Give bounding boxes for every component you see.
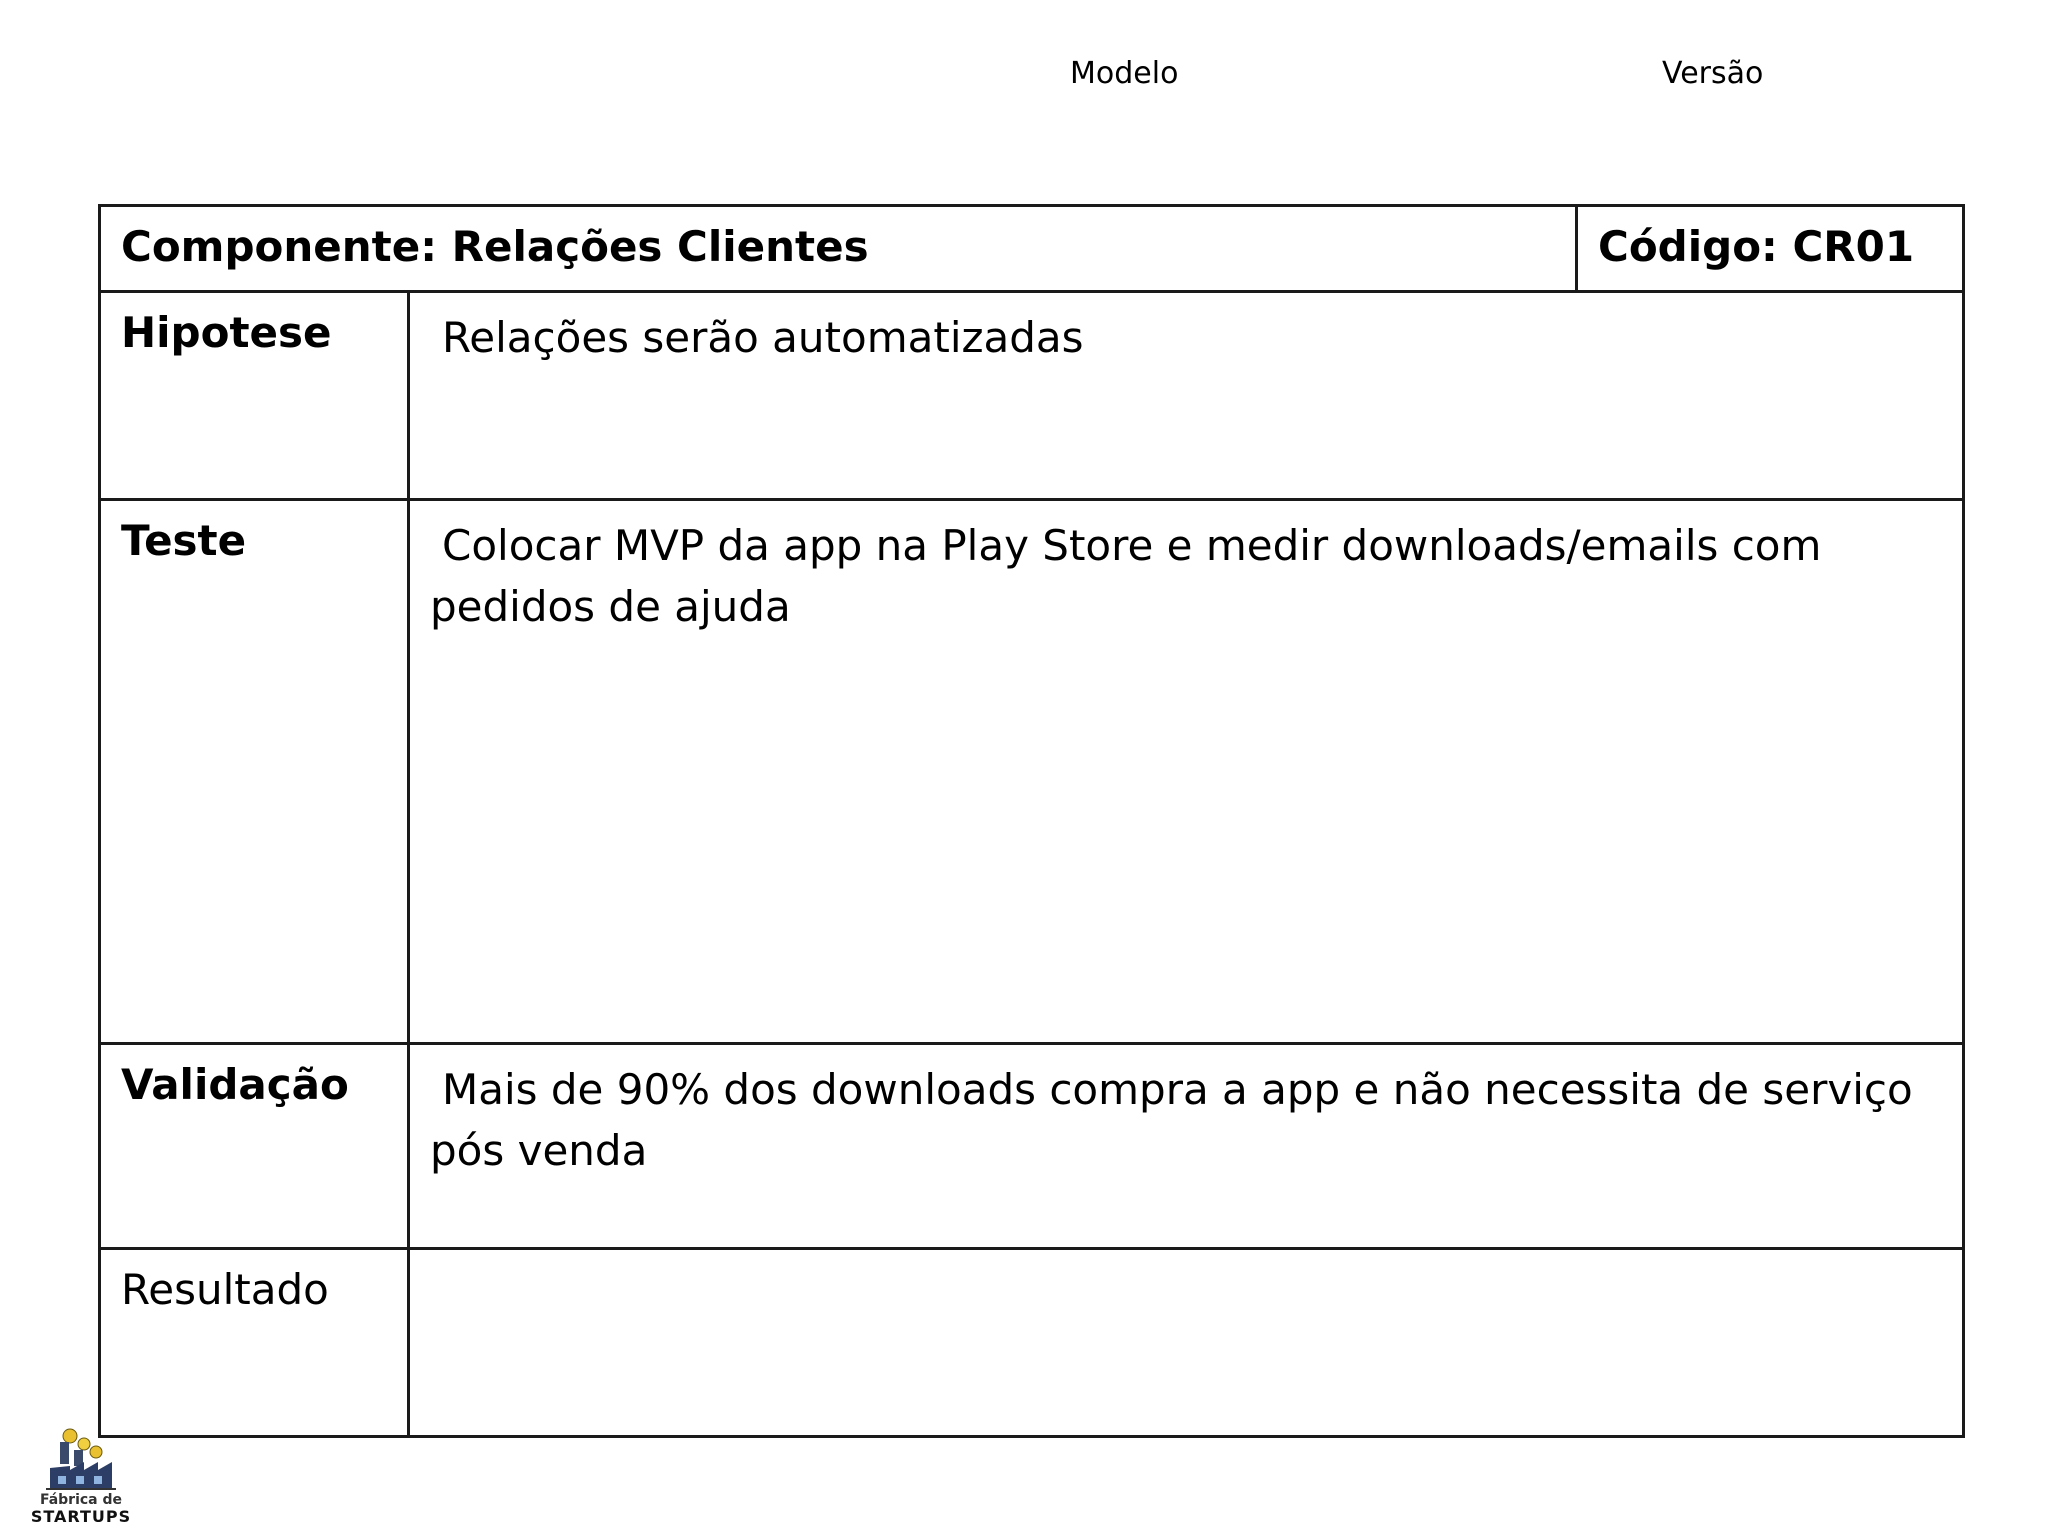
fabrica-de-startups-logo xyxy=(26,1428,136,1528)
hipotese-label: Hipotese xyxy=(121,308,332,357)
hipotese-value-cell xyxy=(410,293,1962,498)
hipotese-row xyxy=(101,290,1962,498)
hipotese-value: Relações serão automatizadas xyxy=(442,313,1084,362)
hypothesis-card xyxy=(98,204,1965,1438)
validacao-label: Validação xyxy=(121,1060,349,1109)
header-versao-label: Versão xyxy=(1662,56,1764,91)
component-code: Código: CR01 xyxy=(1598,222,1915,271)
validacao-row xyxy=(101,1042,1962,1247)
factory-icon xyxy=(26,1428,136,1490)
logo-line-2: STARTUPS xyxy=(30,1507,132,1526)
validacao-label-cell xyxy=(101,1045,410,1247)
resultado-value-cell xyxy=(410,1250,1962,1435)
validacao-value-cell xyxy=(410,1045,1962,1247)
validacao-value: Mais de 90% dos downloads compra a app e não necessita de serviço pós venda xyxy=(430,1065,1913,1175)
component-title: Componente: Relações Clientes xyxy=(121,222,869,271)
header-modelo-label: Modelo xyxy=(1070,56,1179,91)
resultado-row xyxy=(101,1247,1962,1435)
teste-value-cell xyxy=(410,501,1962,1042)
hipotese-label-cell xyxy=(101,293,410,498)
resultado-label: Resultado xyxy=(121,1265,329,1314)
card-title-row xyxy=(101,207,1962,290)
teste-label-cell xyxy=(101,501,410,1042)
teste-label: Teste xyxy=(121,516,247,565)
logo-line-1: Fábrica de xyxy=(39,1492,123,1508)
resultado-label-cell xyxy=(101,1250,410,1435)
teste-row xyxy=(101,498,1962,1042)
code-cell xyxy=(1575,207,1962,290)
teste-value: Colocar MVP da app na Play Store e medir downloads/emails com pedidos de ajuda xyxy=(430,521,1822,631)
